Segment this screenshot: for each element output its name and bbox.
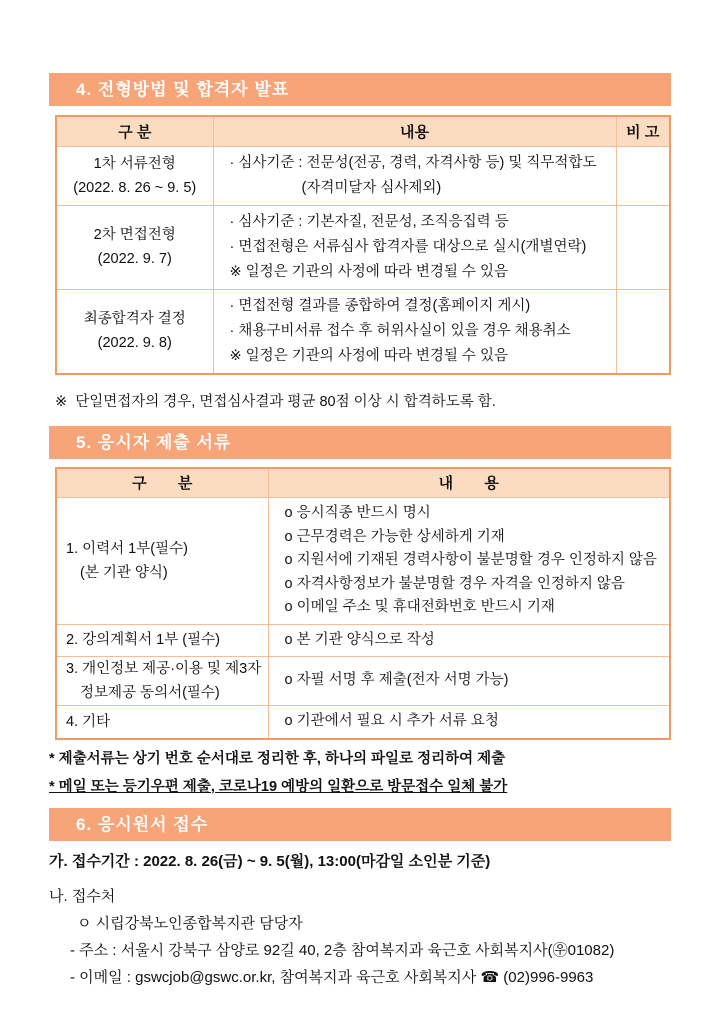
content-line: o 본 기관 양식으로 작성 <box>284 631 435 648</box>
content-line: · 심사기준 : 기본자질, 전문성, 조직응집력 등 <box>229 213 509 230</box>
row-category <box>56 498 268 625</box>
submission-documents-table <box>55 467 671 740</box>
col-header-note: 비 고 <box>616 116 670 146</box>
content-line: o 기관에서 필요 시 추가 서류 요청 <box>284 713 499 729</box>
content-line: o 지원서에 기재된 경력사항이 불분명할 경우 인정하지 않음 <box>284 552 657 568</box>
mail-only-note: * 메일 또는 등기우편 제출, 코로나19 예방의 일환으로 방문접수 일체 불가 <box>49 778 508 795</box>
row-category <box>56 146 213 205</box>
table-row-etc <box>56 706 670 739</box>
row-category <box>56 289 213 374</box>
row-category <box>56 205 213 289</box>
category-line: 3. 개인정보 제공·이용 및 제3자 <box>66 661 262 677</box>
section-6-header <box>49 808 671 841</box>
section-5-header <box>49 426 671 459</box>
row-content <box>268 624 670 657</box>
content-line: ※ 일정은 기관의 사정에 따라 변경될 수 있음 <box>229 263 508 280</box>
category-name: 2차 면접전형 <box>93 227 176 243</box>
row-note <box>616 289 670 374</box>
section-6-title: 6. 응시원서 접수 <box>76 814 209 834</box>
email-line: - 이메일 : gswcjob@gswc.or.kr, 참여복지과 육근호 사회복지사 ☎ (02)996-9963 <box>70 968 594 986</box>
col-header-category: 구 분 <box>56 116 213 146</box>
row-category <box>56 624 268 657</box>
row-note <box>616 205 670 289</box>
application-period-line: 가. 접수기간 : 2022. 8. 26(금) ~ 9. 5(월), 13:00(마감일 소인분 기준) <box>49 852 491 870</box>
row-content <box>213 289 616 374</box>
selection-method-table <box>55 115 671 375</box>
table-row-privacy-consent <box>56 657 670 706</box>
category-line: 1. 이력서 1부(필수) <box>66 540 188 557</box>
row-category <box>56 657 268 706</box>
category-name: 1차 서류전형 <box>93 155 176 172</box>
reception-place-heading: 나. 접수처 <box>49 887 116 905</box>
table-row-interview <box>56 205 670 289</box>
content-line: o 자격사항정보가 불분명할 경우 자격을 인정하지 않음 <box>284 575 625 592</box>
content-line: o 응시직종 반드시 명시 <box>284 505 431 521</box>
content-line: (자격미달자 심사제외) <box>301 179 442 196</box>
row-content <box>268 498 670 625</box>
table-row-final-decision <box>56 289 670 374</box>
category-line: 2. 강의계획서 1부 (필수) <box>66 632 220 649</box>
content-line: · 면접전형은 서류심사 합격자를 대상으로 실시(개별연락) <box>229 238 587 255</box>
content-line: o 근무경력은 가능한 상세하게 기재 <box>284 528 505 545</box>
submission-order-note: * 제출서류는 상기 번호 순서대로 정리한 후, 하나의 파일로 정리하여 제출 <box>49 750 506 767</box>
row-content <box>213 146 616 205</box>
row-note <box>616 146 670 205</box>
content-line: · 채용구비서류 접수 후 허위사실이 있을 경우 채용취소 <box>229 322 571 339</box>
category-date: (2022. 9. 8) <box>97 335 172 351</box>
single-interviewee-footnote: ※ 단일면접자의 경우, 면접심사결과 평균 80점 이상 시 합격하도록 함. <box>55 393 496 410</box>
content-line: · 면접전형 결과를 종합하여 결정(홈페이지 게시) <box>229 297 531 314</box>
table-row-resume <box>56 498 670 625</box>
category-name: 최종합격자 결정 <box>83 311 186 327</box>
category-line: 4. 기타 <box>66 713 111 730</box>
reception-org-line: ㅇ 시립강북노인종합복지관 담당자 <box>77 914 303 932</box>
row-category <box>56 706 268 739</box>
category-date: (2022. 9. 7) <box>97 251 172 267</box>
row-content <box>268 706 670 739</box>
category-date: (2022. 8. 26 ~ 9. 5) <box>73 179 197 196</box>
category-line: 정보제공 동의서(필수) <box>80 685 220 701</box>
table-header-row <box>56 116 670 146</box>
section-5-title: 5. 응시자 제출 서류 <box>76 432 232 452</box>
row-content <box>268 657 670 706</box>
table-row-document-screening <box>56 146 670 205</box>
content-line: o 자필 서명 후 제출(전자 서명 가능) <box>284 672 509 689</box>
col-header-content: 내 용 <box>268 468 670 498</box>
table-row-lecture-plan <box>56 624 670 657</box>
content-line: · 심사기준 : 전문성(전공, 경력, 자격사항 등) 및 직무적합도 <box>229 154 597 171</box>
section-4-title: 4. 전형방법 및 합격자 발표 <box>76 80 290 99</box>
address-line: - 주소 : 서울시 강북구 삼양로 92길 40, 2층 참여복지과 육근호 사회복지사(㉾01082) <box>70 941 615 959</box>
col-header-content: 내용 <box>213 116 616 146</box>
row-content <box>213 205 616 289</box>
table-header-row <box>56 468 670 498</box>
content-line: ※ 일정은 기관의 사정에 따라 변경될 수 있음 <box>229 347 508 364</box>
content-line: o 이메일 주소 및 휴대전화번호 반드시 기재 <box>284 599 555 615</box>
col-header-category: 구 분 <box>56 468 268 498</box>
category-line: (본 기관 양식) <box>80 564 168 581</box>
section-4-header <box>49 73 671 106</box>
